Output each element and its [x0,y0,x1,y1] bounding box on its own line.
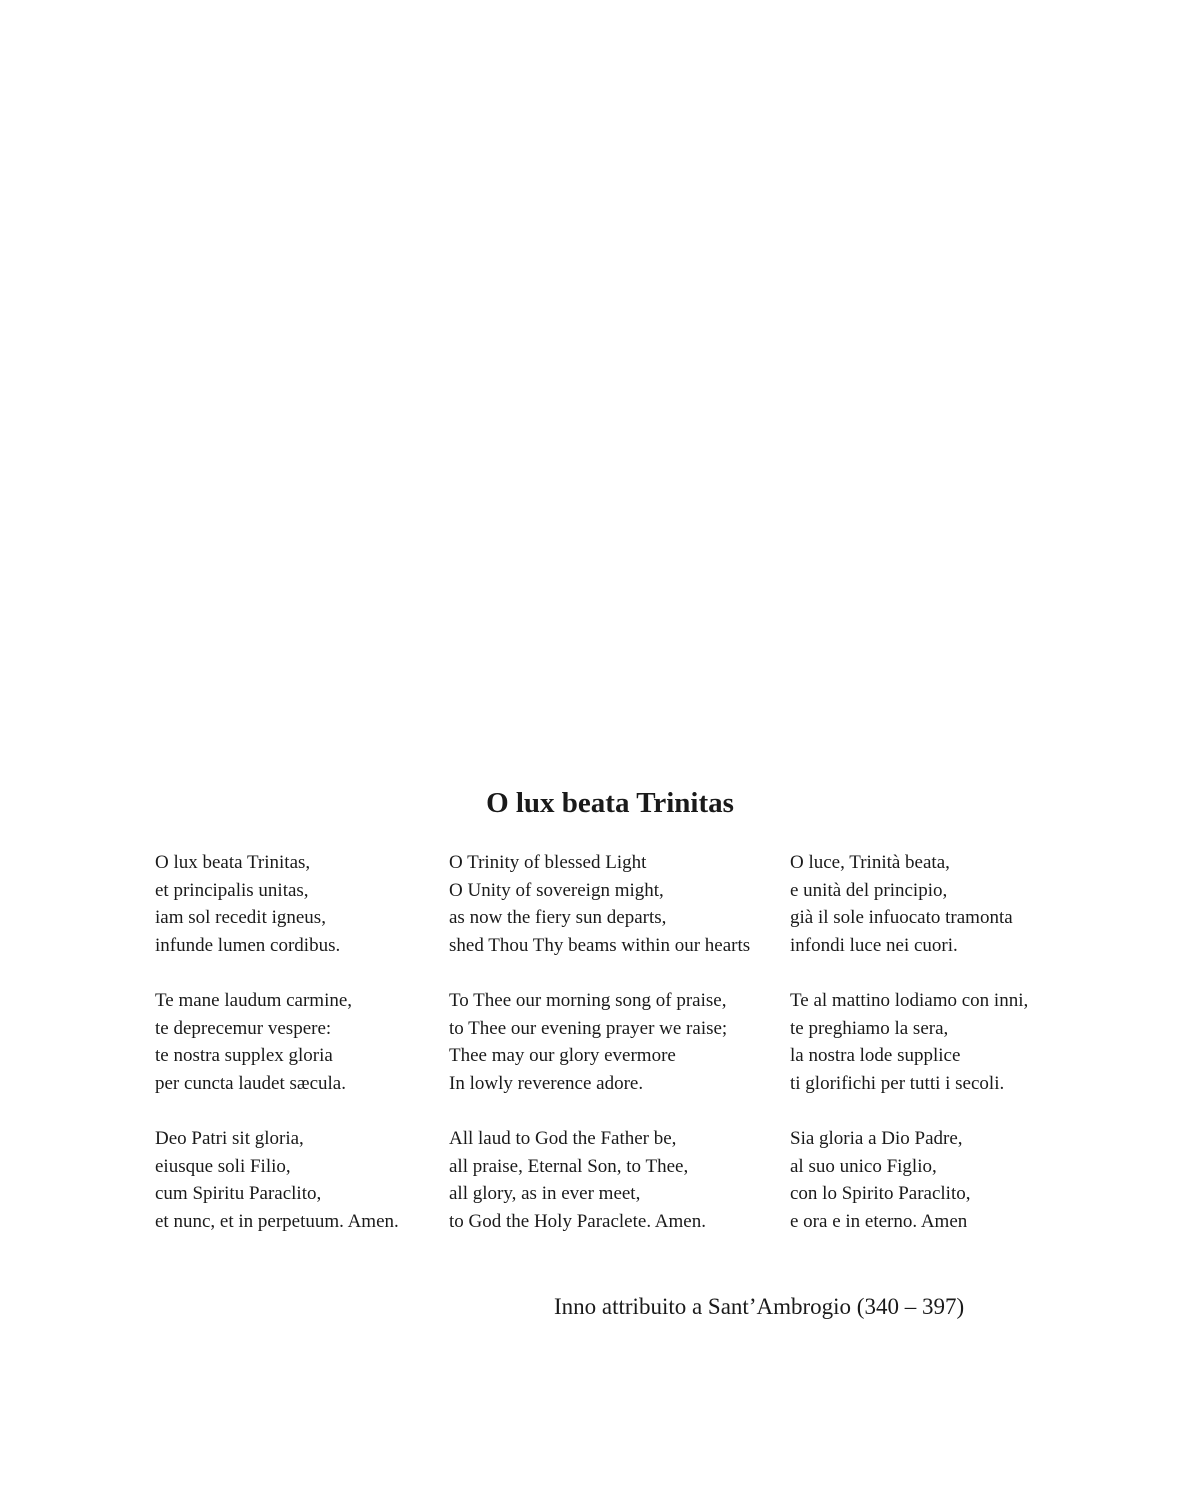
verse-line: eiusque soli Filio, [155,1155,291,1177]
verse-line: all praise, Eternal Son, to Thee, [449,1155,689,1177]
stanza [155,1125,440,1235]
verse-line: to Thee our evening prayer we raise; [449,1017,728,1039]
verse-line: shed Thou Thy beams within our hearts [449,934,751,956]
verse-line: iam sol recedit igneus, [155,907,326,929]
verse-line: as now the fiery sun departs, [449,907,667,929]
verse-line: e ora e in eterno. Amen [790,1210,968,1232]
english-text-column [449,849,779,1263]
verse-line: O luce, Trinità beata, [790,852,950,873]
stanza [790,849,1090,959]
verse-line: infunde lumen cordibus. [155,934,341,956]
verse-line: Te mane laudum carmine, [155,989,353,1011]
verse-line: all glory, as in ever meet, [449,1183,641,1205]
verse-line: All laud to God the Father be, [449,1127,677,1149]
stanza [790,1125,1090,1235]
stanza [155,849,440,959]
stanza [155,987,440,1097]
stanza [449,1125,779,1235]
verse-line: et nunc, et in perpetuum. Amen. [155,1210,399,1232]
verse-line: O lux beata Trinitas, [155,852,311,873]
verse-line: con lo Spirito Paraclito, [790,1183,971,1205]
verse-line: To Thee our morning song of praise, [449,989,727,1011]
verse-line: infondi luce nei cuori. [790,934,958,956]
verse-line: Sia gloria a Dio Padre, [790,1127,963,1149]
verse-line: Thee may our glory evermore [449,1045,676,1067]
verse-line: e unità del principio, [790,879,948,901]
verse-line: te deprecemur vespere: [155,1017,332,1039]
verse-line: In lowly reverence adore. [449,1072,644,1094]
verse-line: O Unity of sovereign might, [449,879,664,901]
verse-line: te nostra supplex gloria [155,1045,333,1067]
verse-line: Deo Patri sit gloria, [155,1127,304,1149]
verse-line: O Trinity of blessed Light [449,852,647,873]
verse-line: et principalis unitas, [155,879,309,901]
stanza [449,849,779,959]
verse-line: ti glorifichi per tutti i secoli. [790,1072,1005,1094]
italian-text-column [790,849,1090,1263]
latin-text-column [155,849,440,1263]
verse-line: to God the Holy Paraclete. Amen. [449,1210,706,1232]
verse-line: già il sole infuocato tramonta [790,907,1013,929]
stanza [449,987,779,1097]
verse-line: Te al mattino lodiamo con inni, [790,989,1029,1011]
verse-line: cum Spiritu Paraclito, [155,1183,322,1205]
hymn-title: O lux beata Trinitas [486,787,734,819]
verse-line: al suo unico Figlio, [790,1155,937,1177]
verse-line: te preghiamo la sera, [790,1017,949,1039]
stanza [790,987,1090,1097]
verse-line: per cuncta laudet sæcula. [155,1072,346,1094]
attribution-text: Inno attribuito a Sant’Ambrogio (340 – 397) [554,1294,965,1319]
verse-line: la nostra lode supplice [790,1045,961,1067]
